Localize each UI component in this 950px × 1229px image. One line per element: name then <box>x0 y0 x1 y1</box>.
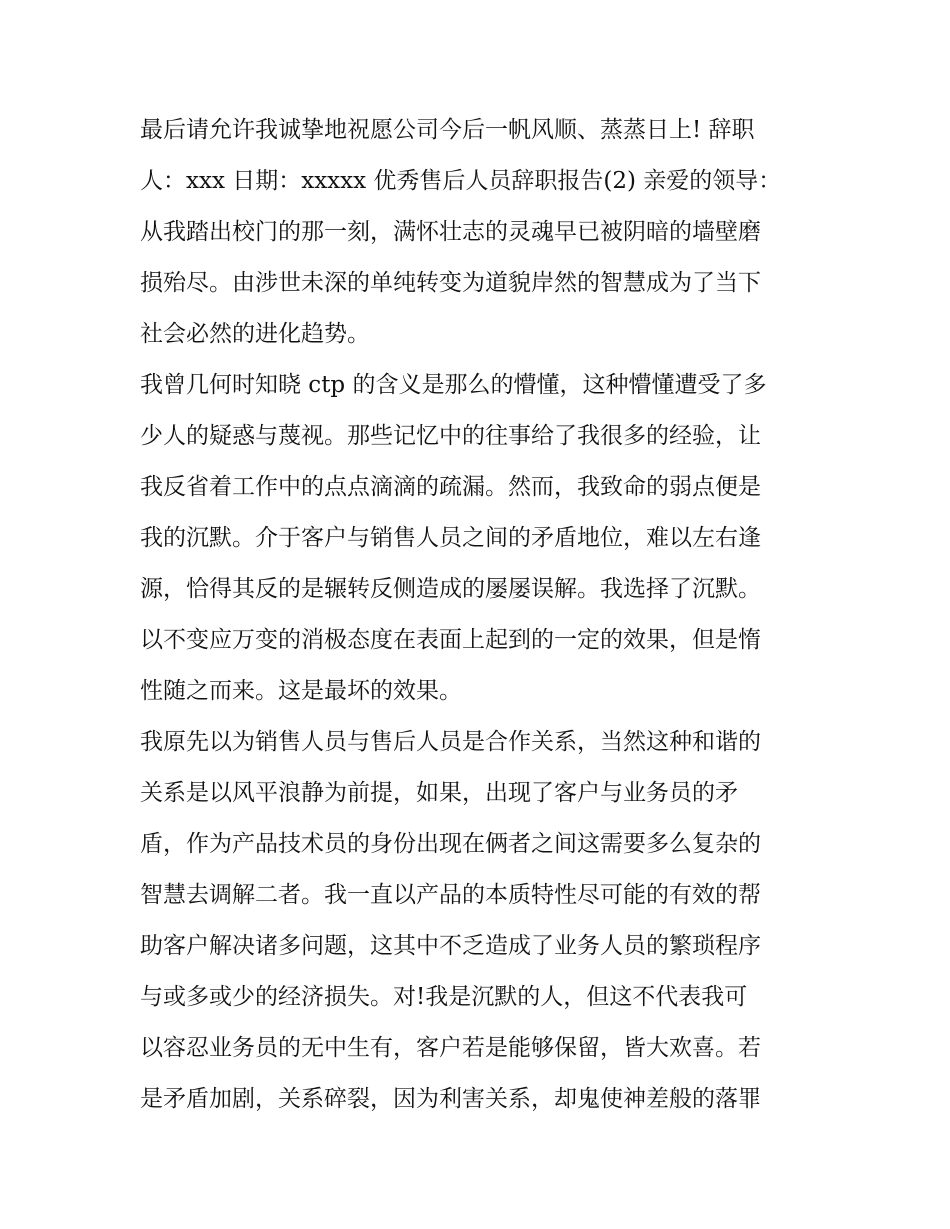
text-line: 盾，作为产品技术员的身份出现在俩者之间这需要多么复杂的 <box>140 831 761 857</box>
text-line: 最后请允许我诚挚地祝愿公司今后一帆风顺、蒸蒸日上! 辞职 <box>140 117 755 143</box>
text-line: 关系是以风平浪静为前提，如果，出现了客户与业务员的矛 <box>140 780 738 806</box>
text-line: 损殆尽。由涉世未深的单纯转变为道貌岸然的智慧成为了当下 <box>140 270 761 296</box>
text-line: 源，恰得其反的是辗转反侧造成的屡屡误解。我选择了沉默。 <box>140 576 761 602</box>
text-line: 性随之而来。这是最坏的效果。 <box>140 678 462 704</box>
text-line: 我的沉默。介于客户与销售人员之间的矛盾地位，难以左右逢 <box>140 525 761 551</box>
body-text <box>140 108 820 1128</box>
text-line: 我曾几何时知晓 ctp 的含义是那么的懵懂，这种懵懂遭受了多 <box>140 372 767 398</box>
text-line: 是矛盾加剧，关系碎裂，因为利害关系，却鬼使神差般的落罪 <box>140 1086 761 1112</box>
text-line: 智慧去调解二者。我一直以产品的本质特性尽可能的有效的帮 <box>140 882 761 908</box>
text-line: 助客户解决诸多问题，这其中不乏造成了业务人员的繁琐程序 <box>140 933 761 959</box>
text-line: 以容忍业务员的无中生有，客户若是能够保留，皆大欢喜。若 <box>140 1035 761 1061</box>
text-line: 与或多或少的经济损失。对!我是沉默的人，但这不代表我可 <box>140 984 748 1010</box>
text-line: 我原先以为销售人员与售后人员是合作关系，当然这种和谐的 <box>140 729 761 755</box>
text-line: 以不变应万变的消极态度在表面上起到的一定的效果，但是惰 <box>140 627 761 653</box>
text-line: 我反省着工作中的点点滴滴的疏漏。然而，我致命的弱点便是 <box>140 474 761 500</box>
text-line: 从我踏出校门的那一刻，满怀壮志的灵魂早已被阴暗的墙壁磨 <box>140 219 761 245</box>
text-line: 人：xxx 日期：xxxxx 优秀售后人员辞职报告(2) 亲爱的领导： <box>140 168 782 194</box>
text-line: 社会必然的进化趋势。 <box>140 321 370 347</box>
text-line: 少人的疑惑与蔑视。那些记忆中的往事给了我很多的经验，让 <box>140 423 761 449</box>
